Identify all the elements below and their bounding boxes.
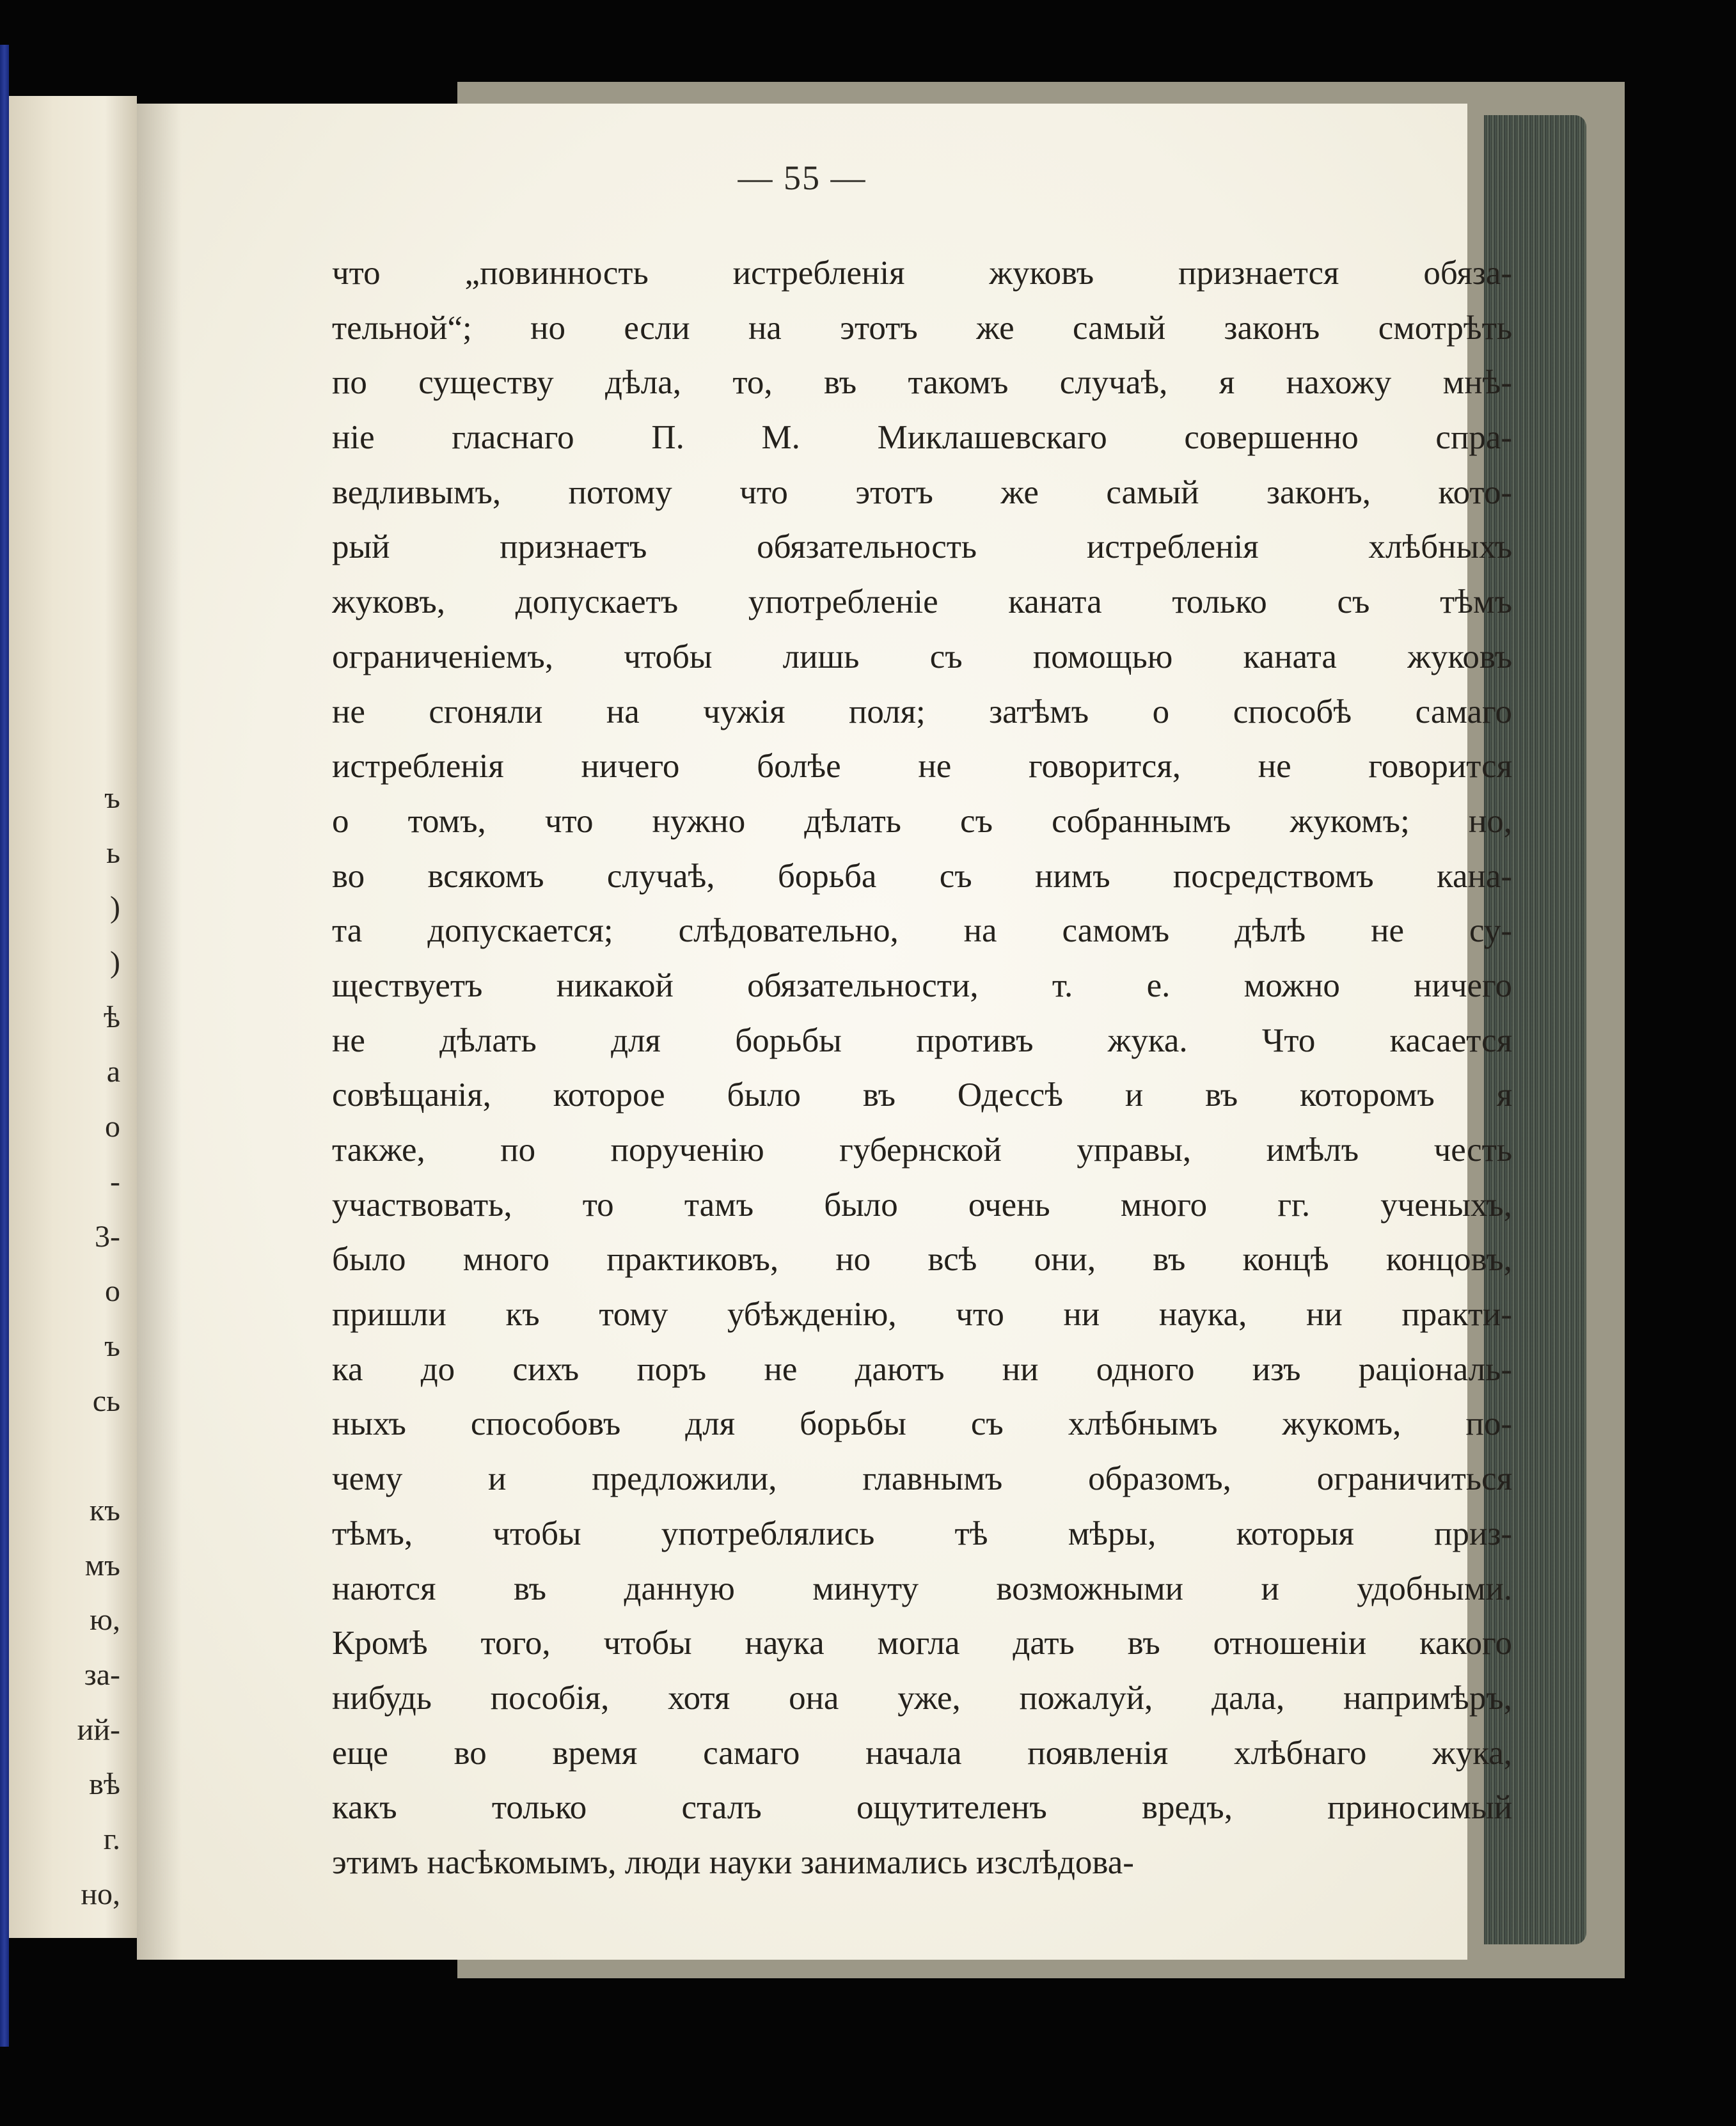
left-page-fragment: мъ [84, 1548, 120, 1582]
left-page-fragment: ий- [77, 1712, 120, 1747]
text-line: ведливымъ, потому что этотъ же самый законъ, кото- [332, 473, 1512, 511]
text-line: ка до сихъ поръ не даютъ ни одного изъ раціональ- [332, 1350, 1512, 1388]
left-page-fragment: 3- [95, 1219, 120, 1254]
left-page-fragment: a [106, 1055, 120, 1089]
left-page-text-fragments [77, 771, 120, 1921]
left-page-fragment: ъ [104, 781, 120, 815]
text-line: ограниченіемъ, чтобы лишь съ помощью каната жуковъ [332, 638, 1512, 675]
text-line: пришли къ тому убѣжденію, что ни наука, ни практи- [332, 1296, 1512, 1334]
text-line: этимъ насѣкомымъ, люди науки занимались изслѣдова- [332, 1843, 1134, 1881]
left-page-fragment: ю, [90, 1603, 120, 1637]
text-line: по существу дѣла, то, въ такомъ случаѣ, я нахожу мнѣ- [332, 364, 1512, 402]
text-line: наются въ данную минуту возможными и удобными. [332, 1570, 1512, 1607]
left-page-fragment: o [105, 1274, 120, 1309]
text-line: еще во время самаго начала появленія хлѣбнаго жука, [332, 1734, 1512, 1772]
left-page-fragment: вѣ [89, 1767, 120, 1802]
text-line: та допускается; слѣдовательно, на самомъ дѣлѣ не су- [332, 912, 1512, 950]
left-page-fragment: ) [110, 945, 120, 980]
left-page-fragment: ) [110, 890, 120, 925]
left-page-fragment: o [105, 1110, 120, 1144]
left-page-fragment: - [110, 1164, 120, 1199]
text-line: также, по порученію губернской управы, имѣлъ честь [332, 1131, 1512, 1169]
left-page-fragment: но, [81, 1877, 120, 1911]
text-line: ніе гласнаго П. М. Миклашевскаго совершенно спра- [332, 419, 1512, 457]
text-line: о томъ, что нужно дѣлать съ собраннымъ жукомъ; но, [332, 802, 1512, 840]
text-line: не дѣлать для борьбы противъ жука. Что касается [332, 1021, 1512, 1059]
text-line: ныхъ способовъ для борьбы съ хлѣбнымъ жукомъ, по- [332, 1405, 1512, 1443]
text-line: какъ только сталъ ощутителенъ вредъ, приносимый [332, 1789, 1512, 1827]
text-line: рый признаетъ обязательность истребленія хлѣбныхъ [332, 528, 1512, 566]
text-line: не сгоняли на чужія поля; затѣмъ о способѣ самаго [332, 693, 1512, 730]
left-page-fragment: ъ [104, 1328, 120, 1363]
text-line: совѣщанія, которое было въ Одессѣ и въ которомъ я [332, 1076, 1512, 1114]
right-page [137, 104, 1512, 1960]
page-number: — 55 — [738, 159, 867, 197]
text-line: тѣмъ, чтобы употреблялись тѣ мѣры, которыя приз- [332, 1515, 1512, 1552]
left-page-fragment: г. [103, 1822, 120, 1857]
left-page-fragment: къ [89, 1493, 120, 1527]
text-line: ществуетъ никакой обязательности, т. е. можно ничего [332, 966, 1512, 1004]
text-line: было много практиковъ, но всѣ они, въ концѣ концовъ, [332, 1241, 1512, 1279]
body-text [332, 246, 1512, 1891]
left-page-fragment: ь [106, 835, 120, 870]
text-line: чему и предложили, главнымъ образомъ, ограничиться [332, 1460, 1512, 1498]
left-page-fragment: за- [84, 1658, 120, 1692]
binding-strip [0, 45, 9, 2047]
left-page [9, 96, 137, 1938]
text-line: нибудь пособія, хотя она уже, пожалуй, дала, напримѣръ, [332, 1679, 1512, 1717]
text-line: истребленія ничего болѣе не говорится, не говорится [332, 748, 1512, 785]
text-line: участвовать, то тамъ было очень много гг. ученыхъ, [332, 1186, 1512, 1224]
text-line: Кромѣ того, чтобы наука могла дать въ отношеніи какого [332, 1625, 1512, 1662]
gutter-shadow [137, 104, 182, 1960]
text-line: жуковъ, допускаетъ употребленіе каната только съ тѣмъ [332, 583, 1512, 621]
text-line: что „повинность истребленія жуковъ признается обяза- [332, 255, 1512, 292]
left-page-fragment: ѣ [103, 1000, 120, 1034]
text-line: во всякомъ случаѣ, борьба съ нимъ посредствомъ кана- [332, 857, 1512, 895]
left-page-fragment: сь [92, 1383, 120, 1418]
text-line: тельной“; но если на этотъ же самый законъ смотрѣть [332, 309, 1512, 347]
